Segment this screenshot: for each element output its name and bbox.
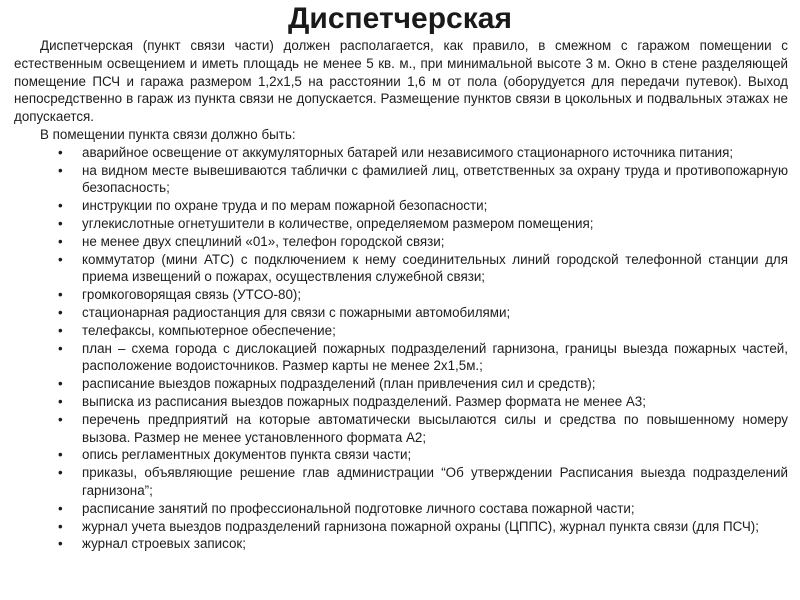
bullet-icon: • bbox=[58, 287, 63, 303]
list-item-text: аварийное освещение от аккумуляторных батарей или независимого стационарного источника питания; bbox=[82, 144, 734, 160]
list-item-text: на видном месте вывешиваются таблички с фамилией лиц, ответственных за охрану труда и противопожарную безопасность; bbox=[82, 162, 788, 196]
list-item bbox=[14, 162, 788, 198]
requirements-list bbox=[14, 144, 788, 553]
list-item bbox=[14, 535, 788, 553]
bullet-icon: • bbox=[58, 251, 63, 267]
list-item-text: стационарная радиостанция для связи с пожарными автомобилями; bbox=[82, 304, 511, 320]
list-item bbox=[14, 322, 788, 340]
list-item-text: не менее двух спецлиний «01», телефон городской связи; bbox=[82, 233, 445, 249]
list-item bbox=[14, 375, 788, 393]
list-item-text: выписка из расписания выездов пожарных подразделений. Размер формата не менее А3; bbox=[82, 393, 646, 409]
list-item-text: громкоговорящая связь (УТСО-80); bbox=[82, 287, 302, 303]
bullet-icon: • bbox=[58, 500, 63, 516]
list-item bbox=[14, 251, 788, 287]
bullet-icon: • bbox=[58, 162, 63, 178]
list-item bbox=[14, 411, 788, 447]
list-item-text: опись регламентных документов пункта связи части; bbox=[82, 447, 412, 463]
list-item bbox=[14, 233, 788, 251]
list-item-text: телефаксы, компьютерное обеспечение; bbox=[82, 322, 336, 338]
bullet-icon: • bbox=[58, 447, 63, 463]
bullet-icon: • bbox=[58, 393, 63, 409]
list-item-text: расписание занятий по профессиональной подготовке личного состава пожарной части; bbox=[82, 500, 635, 516]
bullet-icon: • bbox=[58, 376, 63, 392]
list-item-text: перечень предприятий на которые автоматически высылаются силы и средства по повышенному номеру вызова. Размер не менее установленного формата А2; bbox=[82, 411, 788, 445]
bullet-icon: • bbox=[58, 411, 63, 427]
list-item bbox=[14, 500, 788, 518]
list-item bbox=[14, 144, 788, 162]
bullet-icon: • bbox=[58, 518, 63, 534]
list-item bbox=[14, 518, 788, 536]
bullet-icon: • bbox=[58, 465, 63, 481]
list-item bbox=[14, 215, 788, 233]
list-item bbox=[14, 286, 788, 304]
list-item bbox=[14, 464, 788, 500]
bullet-icon: • bbox=[58, 340, 63, 356]
list-item-text: приказы, объявляющие решение глав администрации “Об утверждении Расписания выезда подразделений гарнизона”; bbox=[82, 465, 788, 498]
list-item bbox=[14, 446, 788, 464]
list-item-text: расписание выездов пожарных подразделений (план привлечения сил и средств); bbox=[82, 376, 596, 392]
list-item bbox=[14, 304, 788, 322]
bullet-icon: • bbox=[58, 198, 63, 214]
list-item-text: план – схема города с дислокацией пожарных подразделений гарнизона, границы выезда пожарных частей, расположение водоисточников. Размер карты не менее 2х1,5м.; bbox=[82, 340, 788, 374]
list-item bbox=[14, 197, 788, 215]
bullet-icon: • bbox=[58, 536, 63, 552]
list-item-text: коммутатор (мини АТС) с подключением к нему соединительных линий городской телефонной станции для приема извещений о пожарах, осуществления служебной связи; bbox=[82, 251, 788, 285]
bullet-icon: • bbox=[58, 233, 63, 249]
list-item-text: инструкции по охране труда и по мерам пожарной безопасности; bbox=[82, 198, 488, 214]
bullet-icon: • bbox=[58, 304, 63, 320]
intro-paragraph: Диспетчерская (пункт связи части) должен располагается, как правило, в смежном с гаражом помещении с естественным освещением и иметь площадь не менее 5 кв. м., при минимальной высоте 3 м. Окно в стене разделяющей помещение ПСЧ и гаража размером 1,2х1,5 на расстоянии 1,6 м от пола (оборудуется для передачи путевок). Выход непосредственно в гараж из пункта связи не допускается. Размещение пунктов связи в цокольных и подвальных этажах не допускается. bbox=[14, 38, 788, 125]
document-body bbox=[14, 37, 788, 553]
list-item bbox=[14, 393, 788, 411]
list-item bbox=[14, 340, 788, 376]
list-item-text: журнал учета выездов подразделений гарнизона пожарной охраны (ЦППС), журнал пункта связи (для ПСЧ); bbox=[82, 518, 759, 534]
bullet-icon: • bbox=[58, 215, 63, 231]
list-intro-paragraph: В помещении пункта связи должно быть: bbox=[40, 126, 296, 142]
page-title: Диспетчерская bbox=[288, 2, 512, 35]
list-item-text: журнал строевых записок; bbox=[82, 536, 246, 552]
bullet-icon: • bbox=[58, 322, 63, 338]
bullet-icon: • bbox=[58, 144, 63, 160]
list-item-text: углекислотные огнетушители в количестве, определяемом размером помещения; bbox=[82, 215, 594, 231]
